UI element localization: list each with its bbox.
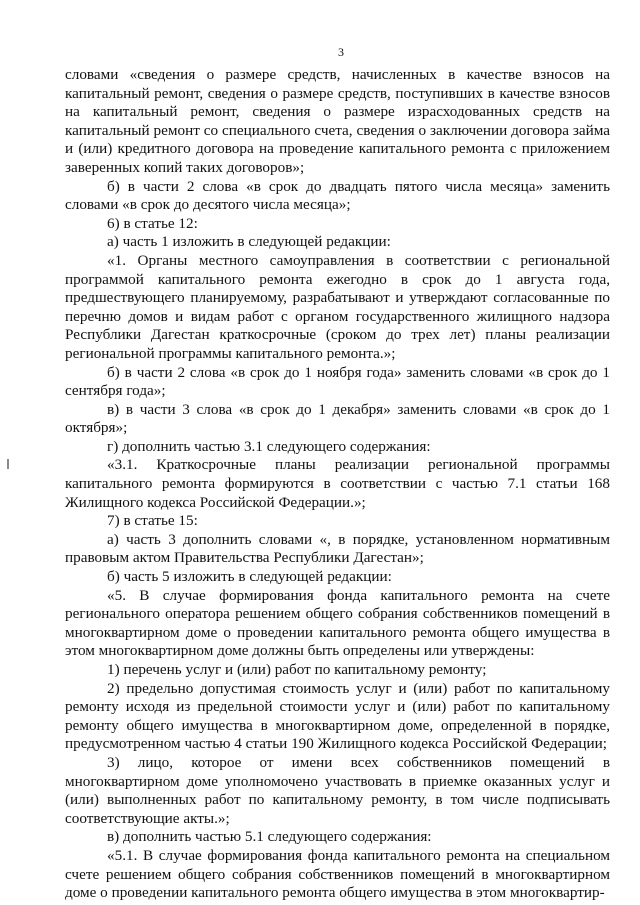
paragraph-quote-part-5: «5. В случае формирования фонда капитального ремонта на счете регионального оператора решением общего собрания собственников помещений в многоквартирном доме о проведении капитального ремонта общего имущества в этом многоквартирном доме должны быть определены или утверждены:: [65, 586, 610, 660]
paragraph-quote-part-5-1: «5.1. В случае формирования фонда капитального ремонта на специальном счете решением общего собрания собственников помещений в многоквартирном доме о проведении капитального ремонта общего имущества в этом многоквартир-: [65, 846, 610, 902]
scan-artifact-mark: [7, 459, 9, 469]
paragraph-item-a-part-1: а) часть 1 изложить в следующей редакции:: [107, 233, 391, 251]
paragraph-item-b-part-5: б) часть 5 изложить в следующей редакции:: [107, 568, 392, 586]
paragraph-quote-part-1: «1. Органы местного самоуправления в соответствии с региональной программой капитального ремонта ежегодно в срок до 1 августа года, предшествующего планируемому, разрабатывают и утверждают согласованные по перечню домов и видам работ с органом государственного жилищного надзора Республики Дагестан краткосрочные (сроком до трех лет) планы реализации региональной программы капитального ремонта.»;: [65, 251, 610, 362]
document-body: [65, 66, 610, 903]
paragraph-list-item-3: 3) лицо, которое от имени всех собственников помещений в многоквартирном доме уполномочено участвовать в приемке оказанных услуг и (или) выполненных работ по капитальному ремонту, в том числе подписывать соответствующие акты.»;: [65, 753, 610, 827]
paragraph-item-6-article-12: 6) в статье 12:: [107, 214, 198, 232]
paragraph-item-g-part-3-1: г) дополнить частью 3.1 следующего содержания:: [107, 437, 431, 455]
paragraph-item-7-article-15: 7) в статье 15:: [107, 512, 198, 530]
paragraph-list-item-2: 2) предельно допустимая стоимость услуг и (или) работ по капитальному ремонту исходя из предельной стоимости услуг и (или) работ по капитальному ремонту общего имущества в многоквартирном доме, определенной в порядке, предусмотренном частью 4 статьи 190 Жилищного кодекса Российской Федерации;: [65, 679, 610, 753]
paragraph-item-v-part-5-1: в) дополнить частью 5.1 следующего содержания:: [107, 828, 432, 846]
paragraph-item-b-part-2: б) в части 2 слова «в срок до двадцать пятого числа месяца» заменить словами «в срок до десятого числа месяца»;: [65, 177, 610, 214]
paragraph-continuation: словами «сведения о размере средств, начисленных в качестве взносов на капитальный ремонт, сведения о размере средств, поступивших в качестве взносов на капитальный ремонт, сведения о размере израсходованных средств на капитальный ремонт со специального счета, сведения о заключении договора займа и (или) кредитного договора на проведение капитального ремонта с приложением заверенных копий таких договоров»;: [65, 66, 610, 176]
paragraph-list-item-1: 1) перечень услуг и (или) работ по капитальному ремонту;: [107, 661, 487, 678]
paragraph-item-v-part-3: в) в части 3 слова «в срок до 1 декабря» заменить словами «в срок до 1 октября»;: [65, 400, 610, 437]
paragraph-item-b-part-2-deadline: б) в части 2 слова «в срок до 1 ноября года» заменить словами «в срок до 1 сентября года»;: [65, 363, 610, 400]
paragraph-item-a-part-3: а) часть 3 дополнить словами «, в порядке, установленном нормативным правовым актом Правительства Республики Дагестан»;: [65, 530, 610, 567]
paragraph-quote-part-3-1: «3.1. Краткосрочные планы реализации региональной программы капитального ремонта формируются в соответствии с частью 7.1 статьи 168 Жилищного кодекса Российской Федерации.»;: [65, 456, 610, 511]
page-number: 3: [338, 45, 344, 59]
